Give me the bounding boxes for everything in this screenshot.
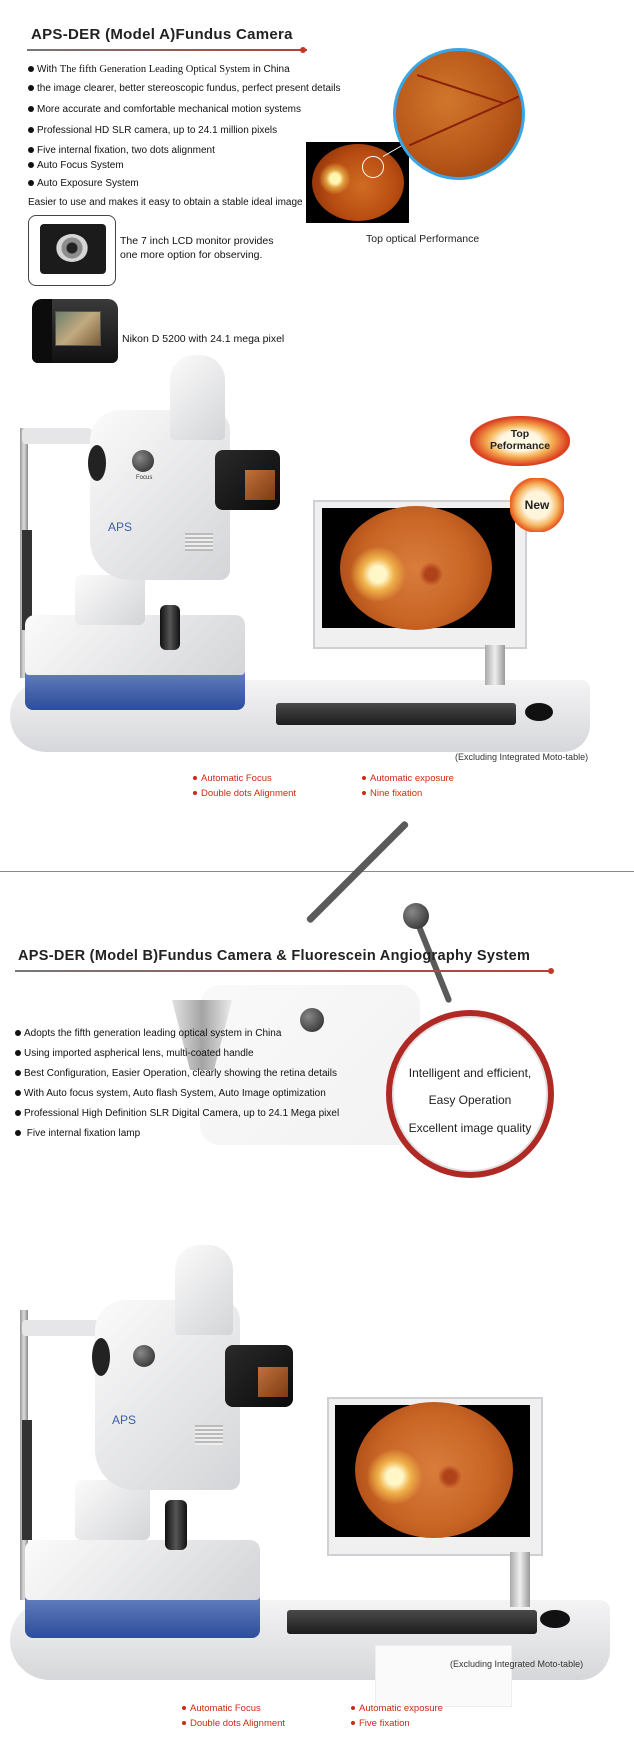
bullet-item: Best Configuration, Easier Operation, clearly showing the retina details <box>15 1068 337 1081</box>
bullet-dot <box>15 1050 21 1056</box>
feature-item: Automatic exposure <box>351 1703 443 1714</box>
camera-screen <box>55 311 101 346</box>
chinrest-bar <box>22 1320 102 1336</box>
bullet-dot <box>28 180 34 186</box>
chinrest-pad <box>22 1420 32 1540</box>
monitor-stand <box>485 645 505 685</box>
bullet-dot <box>28 85 34 91</box>
arm-joint <box>403 903 429 929</box>
focus-knob <box>132 450 154 472</box>
camera-grip <box>32 299 52 363</box>
title-underline <box>15 970 553 972</box>
feature-item: Double dots Alignment <box>193 788 296 799</box>
bullet-item: Five internal fixation lamp <box>15 1128 140 1141</box>
section-divider <box>0 871 634 872</box>
bullet-item: Auto Exposure System <box>28 178 139 191</box>
keyboard <box>276 703 516 725</box>
monitor-stand <box>510 1552 530 1607</box>
red-dot-icon <box>182 1721 186 1725</box>
bullet-dot <box>15 1070 21 1076</box>
bullet-dot <box>15 1090 21 1096</box>
circle-line: Excellent image quality <box>408 1121 532 1135</box>
camera-display <box>258 1367 288 1397</box>
red-dot-icon <box>351 1706 355 1710</box>
device-neck <box>75 575 145 625</box>
circle-line: Intelligent and efficient, <box>408 1066 532 1080</box>
keyboard <box>287 1610 537 1634</box>
monitor-fundus-image <box>340 506 492 630</box>
vent-grille <box>185 533 213 551</box>
section-b-title: APS-DER (Model B)Fundus Camera & Fluorescein Angiography System <box>18 948 531 964</box>
joystick <box>165 1500 187 1550</box>
fundus-retina <box>312 144 404 221</box>
excluding-note: (Excluding Integrated Moto-table) <box>455 752 589 762</box>
table-shelf <box>375 1645 512 1707</box>
bullet-dot <box>15 1030 21 1036</box>
red-dot-icon <box>182 1706 186 1710</box>
bullet-dot <box>28 162 34 168</box>
bullet-item: Professional HD SLR camera, up to 24.1 million pixels <box>28 125 277 138</box>
articulated-arm <box>306 820 410 924</box>
monitor-fundus-image <box>355 1402 513 1538</box>
eyepiece <box>92 1338 110 1376</box>
device-top-hood <box>175 1245 233 1335</box>
red-dot-icon <box>193 791 197 795</box>
bullet-dot <box>28 147 34 153</box>
nikon-caption: Nikon D 5200 with 24.1 mega pixel <box>122 333 285 345</box>
bullet-dot <box>28 106 34 112</box>
bullet-item: With Auto focus system, Auto flash System, Auto Image optimization <box>15 1088 326 1101</box>
eyepiece <box>88 445 106 481</box>
bullet-dot <box>15 1110 21 1116</box>
focus-label: Focus <box>136 475 153 481</box>
red-dot-icon <box>362 776 366 780</box>
bullet-item: Adopts the fifth generation leading optical system in China <box>15 1028 281 1041</box>
feature-item: Nine fixation <box>362 788 422 799</box>
top-performance-badge: Top Peformance <box>470 416 570 466</box>
summary-text: Easier to use and makes it easy to obtain a stable ideal image <box>28 197 303 208</box>
bullet-dot <box>28 127 34 133</box>
feature-item: Automatic Focus <box>182 1703 261 1714</box>
eye-icon <box>56 234 88 262</box>
feature-item: Double dots Alignment <box>182 1718 285 1729</box>
device-brand-label: APS <box>112 1413 137 1427</box>
section-a-title: APS-DER (Model A)Fundus Camera <box>31 26 293 43</box>
red-dot-icon <box>362 791 366 795</box>
bullet-dot <box>28 66 34 72</box>
feature-item: Automatic Focus <box>193 773 272 784</box>
bullet-item: Five internal fixation, two dots alignment <box>28 145 215 158</box>
new-badge: New <box>510 478 564 532</box>
title-underline-dot <box>300 47 306 53</box>
device-top-hood <box>170 355 225 440</box>
title-underline <box>27 49 307 51</box>
bullet-dot <box>15 1130 21 1136</box>
bullet-item: the image clearer, better stereoscopic fundus, perfect present details <box>28 83 341 96</box>
red-dot-icon <box>351 1721 355 1725</box>
bullet-item: Auto Focus System <box>28 160 124 173</box>
arm-joint <box>300 1008 324 1032</box>
red-dot-icon <box>193 776 197 780</box>
chinrest-bar <box>22 428 92 444</box>
top-optical-caption: Top optical Performance <box>366 233 480 245</box>
fundus-zoom-circle <box>393 48 525 180</box>
circle-line: Easy Operation <box>428 1093 512 1107</box>
lcd-description: The 7 inch LCD monitor provides one more option for observing. <box>120 235 274 261</box>
feature-item: Five fixation <box>351 1718 410 1729</box>
bullet-item: With The fifth Generation Leading Optical System in China <box>28 63 290 77</box>
focus-knob <box>133 1345 155 1367</box>
feature-item: Automatic exposure <box>362 773 454 784</box>
title-underline-dot <box>548 968 554 974</box>
bullet-item: More accurate and comfortable mechanical motion systems <box>28 104 301 117</box>
camera-display <box>245 470 275 500</box>
device-brand-label: APS <box>108 520 133 534</box>
zoom-target-circle <box>362 156 384 178</box>
bullet-item: Professional High Definition SLR Digital Camera, up to 24.1 Mega pixel <box>15 1108 339 1121</box>
mouse <box>540 1610 570 1628</box>
mouse <box>525 703 553 721</box>
excluding-note: (Excluding Integrated Moto-table) <box>450 1659 584 1669</box>
vent-grille <box>195 1425 223 1445</box>
bullet-item: Using imported aspherical lens, multi-coated handle <box>15 1048 254 1061</box>
device-platform <box>25 1540 260 1600</box>
joystick <box>160 605 180 650</box>
